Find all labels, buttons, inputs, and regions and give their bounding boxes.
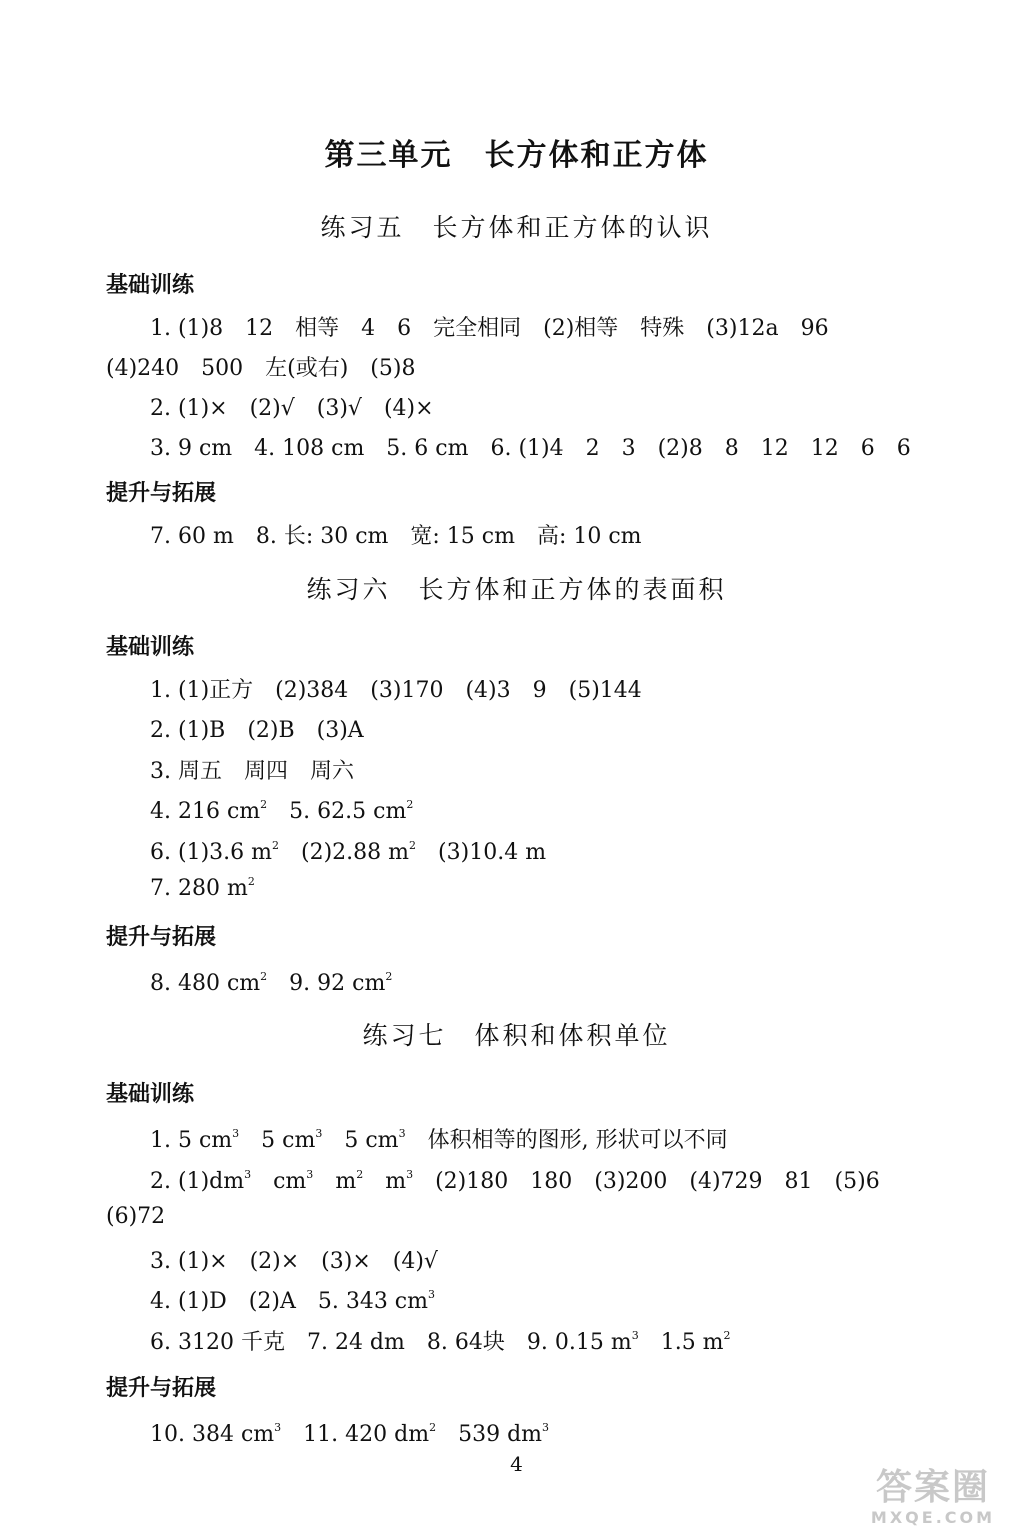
ex5-line-7: 7. 60 m 8. 长: 30 cm 宽: 15 cm 高: 10 cm: [150, 524, 642, 549]
ex6-basic-heading: 基础训练: [106, 635, 195, 660]
ex6-extension-heading: 提升与拓展: [106, 925, 217, 950]
ex5-line-3: 3. 9 cm 4. 108 cm 5. 6 cm 6. (1)4 2 3 (2)8 8 12 12 6 6: [150, 436, 911, 461]
ex6-line-2: 2. (1)B (2)B (3)A: [150, 718, 364, 743]
page-number: 4: [510, 1452, 523, 1476]
ex7-extension-heading: 提升与拓展: [106, 1376, 217, 1401]
ex6-line-1: 1. (1)正方 (2)384 (3)170 (4)3 9 (5)144: [150, 678, 642, 703]
ex5-line-1: 1. (1)8 12 相等 4 6 完全相同 (2)相等 特殊 (3)12a 96: [150, 316, 829, 341]
ex7-line-2b: (6)72: [106, 1204, 166, 1229]
ex6-line-8: 8. 480 $cm^2$ 9. 92 $cm^2$: [150, 970, 393, 996]
ex5-line-1b: (4)240 500 左(或右) (5)8: [106, 356, 416, 381]
exercise-7-title: 练习七 体积和体积单位: [362, 1021, 671, 1050]
ex5-extension-heading: 提升与拓展: [106, 481, 217, 506]
ex6-line-7: 7. 280 $m^2$: [150, 875, 255, 901]
ex5-basic-heading: 基础训练: [106, 273, 195, 298]
ex6-line-4: 4. 216 $cm^2$ 5. 62.5 $cm^2$: [150, 798, 414, 824]
exercise-5-title: 练习五 长方体和正方体的认识: [320, 213, 713, 242]
ex6-line-3: 3. 周五 周四 周六: [150, 759, 354, 784]
ex5-line-2: 2. (1)× (2)√ (3)√ (4)×: [150, 396, 434, 421]
watermark-text: 答案圈: [875, 1467, 990, 1508]
ex7-line-3: 3. (1)× (2)× (3)× (4)√: [150, 1249, 438, 1274]
ex7-line-6: 6. 3120 千克 7. 24 dm 8. 64块 9. 0.15 $m^3$ 1.5 $m^2$: [150, 1329, 731, 1355]
ex7-line-10: 10. 384 $cm^3$ 11. 420 $dm^2$ 539 $dm^3$: [150, 1421, 550, 1447]
exercise-6-title: 练习六 长方体和正方体的表面积: [306, 575, 727, 604]
watermark-url: MXQE.COM: [870, 1508, 996, 1527]
ex7-basic-heading: 基础训练: [106, 1082, 195, 1107]
ex7-line-2: 2. $(1)dm^3$ $cm^3$ $m^2$ $m^3$ (2)180 180 (3)200 (4)729 81 (5)6: [150, 1168, 880, 1194]
watermark-logo: [863, 1468, 1003, 1532]
ex6-line-6: 6. (1)3.6 $m^2$ (2)2.88 $m^2$ (3)10.4 m: [150, 839, 547, 865]
ex7-line-1: 1. 5 $cm^3$ 5 $cm^3$ 5 $cm^3$ 体积相等的图形, 形状可以不同: [150, 1127, 728, 1153]
ex7-line-4: 4. (1)D (2)A 5. 343 $cm^3$: [150, 1288, 435, 1314]
unit-title: 第三单元 长方体和正方体: [324, 138, 709, 173]
